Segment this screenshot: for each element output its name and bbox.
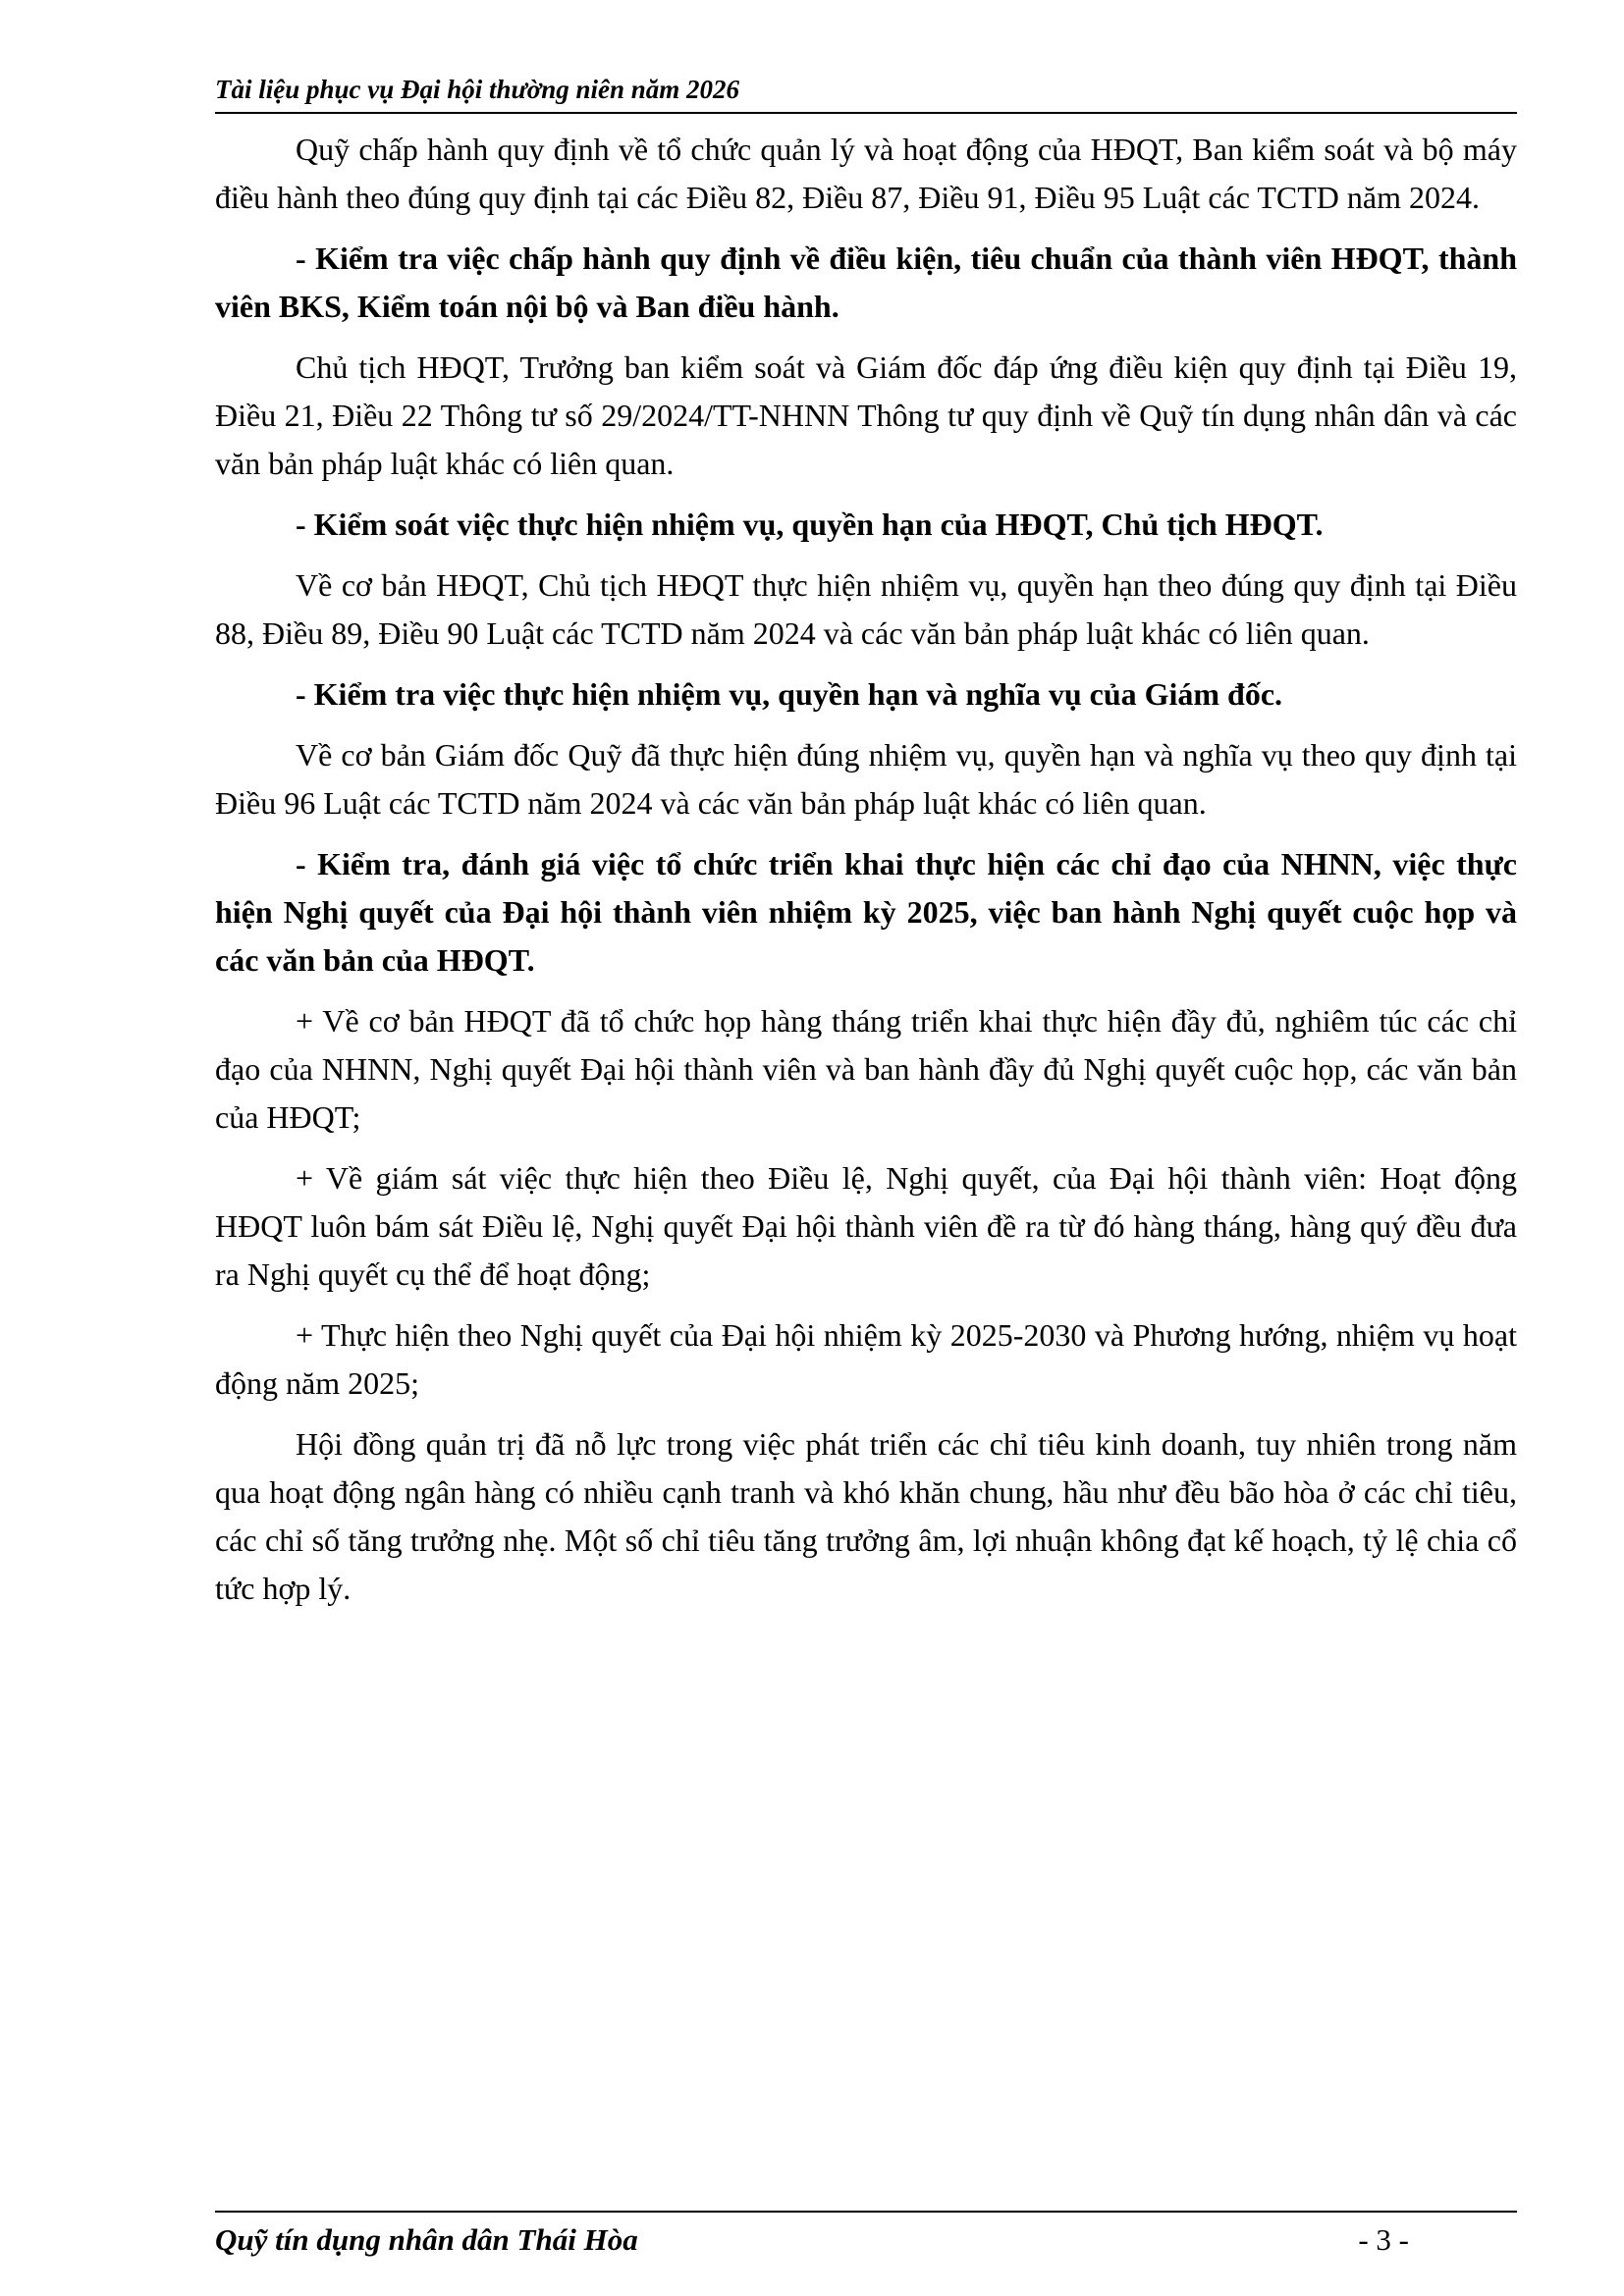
footer-organization: Quỹ tín dụng nhân dân Thái Hòa	[215, 2222, 638, 2257]
list-item-resolution-term: + Thực hiện theo Nghị quyết của Đại hội nhiệm kỳ 2025-2030 và Phương hướng, nhiệm vụ hoạt động năm 2025;	[215, 1317, 1517, 1401]
heading-control-board-duties: - Kiểm soát việc thực hiện nhiệm vụ, quyền hạn của HĐQT, Chủ tịch HĐQT.	[296, 507, 1324, 542]
paragraph-member-standards: Chủ tịch HĐQT, Trưởng ban kiểm soát và Giám đốc đáp ứng điều kiện quy định tại Điều 19, Điều 21, Điều 22 Thông tư số 29/2024/TT-NHNN Thông tư quy định về Quỹ tín dụng nhân dân và các văn bản pháp luật khác có liên quan.	[215, 349, 1517, 481]
page-number: - 3 -	[1358, 2222, 1409, 2257]
document-body	[215, 126, 1517, 1626]
page-header	[215, 75, 1517, 114]
paragraph-compliance-organization: Quỹ chấp hành quy định về tổ chức quản lý và hoạt động của HĐQT, Ban kiểm soát và bộ máy điều hành theo đúng quy định tại các Điều 82, Điều 87, Điều 91, Điều 95 Luật các TCTD năm 2024.	[215, 132, 1517, 215]
paragraph-director-duties: Về cơ bản Giám đốc Quỹ đã thực hiện đúng nhiệm vụ, quyền hạn và nghĩa vụ theo quy định tại Điều 96 Luật các TCTD năm 2024 và các văn bản pháp luật khác có liên quan.	[215, 737, 1517, 821]
header-title: Tài liệu phục vụ Đại hội thường niên năm 2026	[215, 75, 740, 104]
paragraph-board-efforts: Hội đồng quản trị đã nỗ lực trong việc phát triển các chỉ tiêu kinh doanh, tuy nhiên trong năm qua hoạt động ngân hàng có nhiều cạnh tranh và khó khăn chung, hầu như đều bão hòa ở các chỉ tiêu, các chỉ số tăng trưởng nhẹ. Một số chỉ tiêu tăng trưởng âm, lợi nhuận không đạt kế hoạch, tỷ lệ chia cổ tức hợp lý.	[215, 1426, 1517, 1606]
paragraph-board-duties: Về cơ bản HĐQT, Chủ tịch HĐQT thực hiện nhiệm vụ, quyền hạn theo đúng quy định tại Điều 88, Điều 89, Điều 90 Luật các TCTD năm 2024 và các văn bản pháp luật khác có liên quan.	[215, 567, 1517, 651]
page-footer	[215, 2211, 1517, 2260]
heading-evaluate-implementation: - Kiểm tra, đánh giá việc tổ chức triển khai thực hiện các chỉ đạo của NHNN, việc thực hiện Nghị quyết của Đại hội thành viên nhiệm kỳ 2025, việc ban hành Nghị quyết cuộc họp và các văn bản của HĐQT.	[215, 846, 1517, 978]
heading-check-director-duties: - Kiểm tra việc thực hiện nhiệm vụ, quyền hạn và nghĩa vụ của Giám đốc.	[296, 676, 1283, 712]
list-item-supervision-charter: + Về giám sát việc thực hiện theo Điều lệ, Nghị quyết, của Đại hội thành viên: Hoạt động HĐQT luôn bám sát Điều lệ, Nghị quyết Đại hội thành viên đề ra từ đó hàng tháng, hàng quý đều đưa ra Nghị quyết cụ thể để hoạt động;	[215, 1160, 1517, 1292]
heading-check-member-standards: - Kiểm tra việc chấp hành quy định về điều kiện, tiêu chuẩn của thành viên HĐQT, thành viên BKS, Kiểm toán nội bộ và Ban điều hành.	[215, 240, 1517, 324]
list-item-monthly-meetings: + Về cơ bản HĐQT đã tổ chức họp hàng tháng triển khai thực hiện đầy đủ, nghiêm túc các chỉ đạo của NHNN, Nghị quyết Đại hội thành viên và ban hành đầy đủ Nghị quyết cuộc họp, các văn bản của HĐQT;	[215, 1003, 1517, 1135]
